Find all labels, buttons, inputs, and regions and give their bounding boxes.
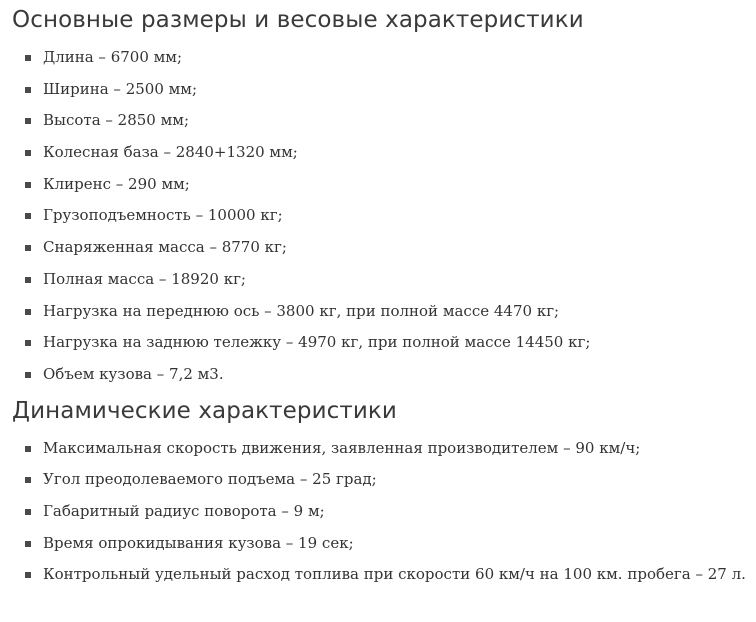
list-item-text: Полная масса – 18920 кг; <box>43 269 246 288</box>
list-item-text: Клиренс – 290 мм; <box>43 174 190 193</box>
bullet-square-icon <box>25 150 31 156</box>
bullet-square-icon <box>25 340 31 346</box>
bullet-square-icon <box>25 509 31 515</box>
list-item-text: Время опрокидывания кузова – 19 сек; <box>43 533 354 552</box>
bullet-square-icon <box>25 245 31 251</box>
bullet-square-icon <box>25 572 31 578</box>
list-item-text: Колесная база – 2840+1320 мм; <box>43 143 298 162</box>
list-item <box>12 74 746 106</box>
list-item-text: Снаряженная масса – 8770 кг; <box>43 238 287 257</box>
bullet-square-icon <box>25 309 31 315</box>
bullet-square-icon <box>25 55 31 61</box>
list-item <box>12 559 746 591</box>
bullet-square-icon <box>25 277 31 283</box>
bullet-square-icon <box>25 541 31 547</box>
list-item <box>12 105 746 137</box>
list-item <box>12 327 746 359</box>
list-item-text: Высота – 2850 мм; <box>43 111 190 130</box>
bullet-square-icon <box>25 87 31 93</box>
list-item-text: Нагрузка на заднюю тележку – 4970 кг, при полной массе 14450 кг; <box>43 333 591 352</box>
list-item <box>12 264 746 296</box>
bullet-square-icon <box>25 477 31 483</box>
section-title-dimensions: Основные размеры и весовые характеристики <box>12 7 584 33</box>
list-item <box>12 232 746 264</box>
bullet-square-icon <box>25 372 31 378</box>
bullet-square-icon <box>25 182 31 188</box>
list-item-text: Контрольный удельный расход топлива при скорости 60 км/ч на 100 км. пробега – 27 л. <box>43 565 746 584</box>
list-item <box>12 200 746 232</box>
dynamics-list <box>12 433 746 591</box>
list-item <box>12 433 746 465</box>
list-item-text: Грузоподъемность – 10000 кг; <box>43 206 283 225</box>
list-item <box>12 359 746 391</box>
section-title-dynamics: Динамические характеристики <box>12 397 397 424</box>
dimensions-list <box>12 42 746 391</box>
list-item-text: Габаритный радиус поворота – 9 м; <box>43 501 325 520</box>
list-item <box>12 137 746 169</box>
list-item <box>12 169 746 201</box>
list-item <box>12 296 746 328</box>
list-item-text: Максимальная скорость движения, заявленная производителем – 90 км/ч; <box>43 438 641 457</box>
list-item <box>12 464 746 496</box>
list-item-text: Ширина – 2500 мм; <box>43 79 198 98</box>
list-item-text: Нагрузка на переднюю ось – 3800 кг, при полной массе 4470 кг; <box>43 301 560 320</box>
bullet-square-icon <box>25 213 31 219</box>
bullet-square-icon <box>25 118 31 124</box>
bullet-square-icon <box>25 446 31 452</box>
list-item <box>12 42 746 74</box>
list-item-text: Угол преодолеваемого подъема – 25 град; <box>43 470 377 489</box>
list-item-text: Длина – 6700 мм; <box>43 48 183 66</box>
list-item <box>12 528 746 560</box>
list-item-text: Объем кузова – 7,2 м3. <box>43 364 224 383</box>
list-item <box>12 496 746 528</box>
